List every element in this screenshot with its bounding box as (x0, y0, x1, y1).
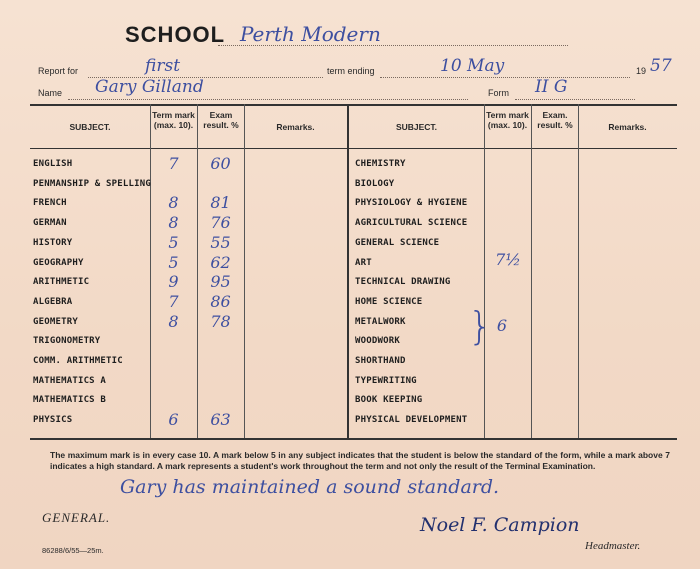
subject-name: ALGEBRA (33, 297, 73, 307)
report-for-label: Report for (38, 66, 79, 76)
name-label: Name (38, 88, 63, 98)
subject-name: PHYSICAL DEVELOPMENT (355, 415, 468, 425)
term-mark: 7 (168, 292, 179, 311)
exam-result: 95 (210, 272, 231, 291)
subject-name: ARITHMETIC (33, 277, 90, 287)
col-divider (578, 104, 579, 438)
term-mark: 7 (168, 154, 179, 173)
table-header-rule (30, 148, 677, 149)
subject-name: ENGLISH (33, 159, 73, 169)
exam-result: 63 (210, 410, 231, 429)
year-value: 57 (650, 56, 672, 76)
headmaster-signature: Noel F. Campion (420, 514, 580, 536)
exam-result: 78 (210, 312, 231, 331)
name-value: Gary Gilland (95, 77, 204, 97)
subject-name: METALWORK (355, 317, 406, 327)
term-ending-label: term ending (327, 66, 375, 76)
header-term-mark-left: Term mark (max. 10). (152, 110, 195, 130)
subject-name: WOODWORK (355, 336, 400, 346)
subject-name: GEOMETRY (33, 317, 78, 327)
header-term-mark-right: Term mark (max. 10). (486, 110, 529, 130)
subject-name: GEOGRAPHY (33, 258, 84, 268)
headmaster-label: Headmaster. (585, 540, 641, 552)
subject-name: HISTORY (33, 238, 73, 248)
metal-wood-term-mark: 6 (496, 316, 508, 335)
header-exam-result-left: Exam result. % (203, 110, 239, 130)
col-divider (531, 104, 532, 438)
subject-name: MATHEMATICS B (33, 395, 107, 405)
subject-name: FRENCH (33, 198, 67, 208)
header-subject-left: SUBJECT. (69, 122, 111, 132)
exam-result: 81 (210, 193, 231, 212)
subject-name: TECHNICAL DRAWING (355, 277, 451, 287)
subject-name: PHYSICS (33, 415, 73, 425)
exam-result: 76 (210, 213, 231, 232)
form-underline (515, 99, 635, 100)
form-value: II G (535, 77, 568, 97)
report-for-value: first (145, 56, 181, 76)
subject-name: ART (355, 258, 372, 268)
header-exam-result-right: Exam. result. % (537, 110, 573, 130)
exam-result: 60 (210, 154, 231, 173)
subject-name: SHORTHAND (355, 356, 406, 366)
term-mark: 9 (168, 272, 179, 291)
term-ending-underline (380, 77, 630, 78)
exam-result: 55 (210, 233, 231, 252)
subject-name: HOME SCIENCE (355, 297, 423, 307)
table-top-rule (30, 104, 677, 106)
school-label: SCHOOL (125, 22, 226, 47)
subject-name: GENERAL SCIENCE (355, 238, 440, 248)
name-underline (68, 99, 468, 100)
term-mark: 5 (168, 253, 179, 272)
subject-name: GERMAN (33, 218, 67, 228)
header-remarks-left: Remarks. (276, 122, 315, 132)
form-label: Form (488, 88, 509, 98)
subject-name: BIOLOGY (355, 179, 395, 189)
subject-name: TRIGONOMETRY (33, 336, 101, 346)
subject-name: PENMANSHIP & SPELLING (33, 179, 151, 189)
brace-mark: } (468, 304, 493, 348)
col-divider (244, 104, 245, 438)
art-term-mark: 7½ (495, 250, 521, 269)
header-remarks-right: Remarks. (608, 122, 647, 132)
center-divider (347, 104, 349, 438)
exam-result: 62 (210, 253, 231, 272)
term-mark: 8 (168, 213, 179, 232)
exam-result: 86 (210, 292, 231, 311)
term-mark: 8 (168, 193, 179, 212)
subject-name: CHEMISTRY (355, 159, 406, 169)
school-value: Perth Modern (240, 22, 381, 46)
subject-name: AGRICULTURAL SCIENCE (355, 218, 468, 228)
table-bottom-rule (30, 438, 677, 440)
term-mark: 6 (168, 410, 179, 429)
form-code: 86288/6/55—25m. (42, 546, 104, 555)
term-mark: 5 (168, 233, 179, 252)
term-ending-value: 10 May (440, 56, 505, 76)
marking-note: The maximum mark is in every case 10. A mark below 5 in any subject indicates that the student is below the standard of the form, while a mark above 7 indicates a high standard. A mark represents a student's work throughout the term and not only the result of the Terminal Examination. (50, 450, 670, 471)
subject-name: PHYSIOLOGY & HYGIENE (355, 198, 468, 208)
general-label: GENERAL. (42, 510, 111, 525)
year-prefix: 19 (636, 66, 647, 76)
subject-name: COMM. ARITHMETIC (33, 356, 123, 366)
subject-name: TYPEWRITING (355, 376, 417, 386)
header-subject-right: SUBJECT. (395, 122, 438, 132)
col-divider (484, 104, 485, 438)
term-mark: 8 (168, 312, 179, 331)
subject-name: MATHEMATICS A (33, 376, 107, 386)
general-comment: Gary has maintained a sound standard. (120, 476, 500, 498)
subject-name: BOOK KEEPING (355, 395, 423, 405)
